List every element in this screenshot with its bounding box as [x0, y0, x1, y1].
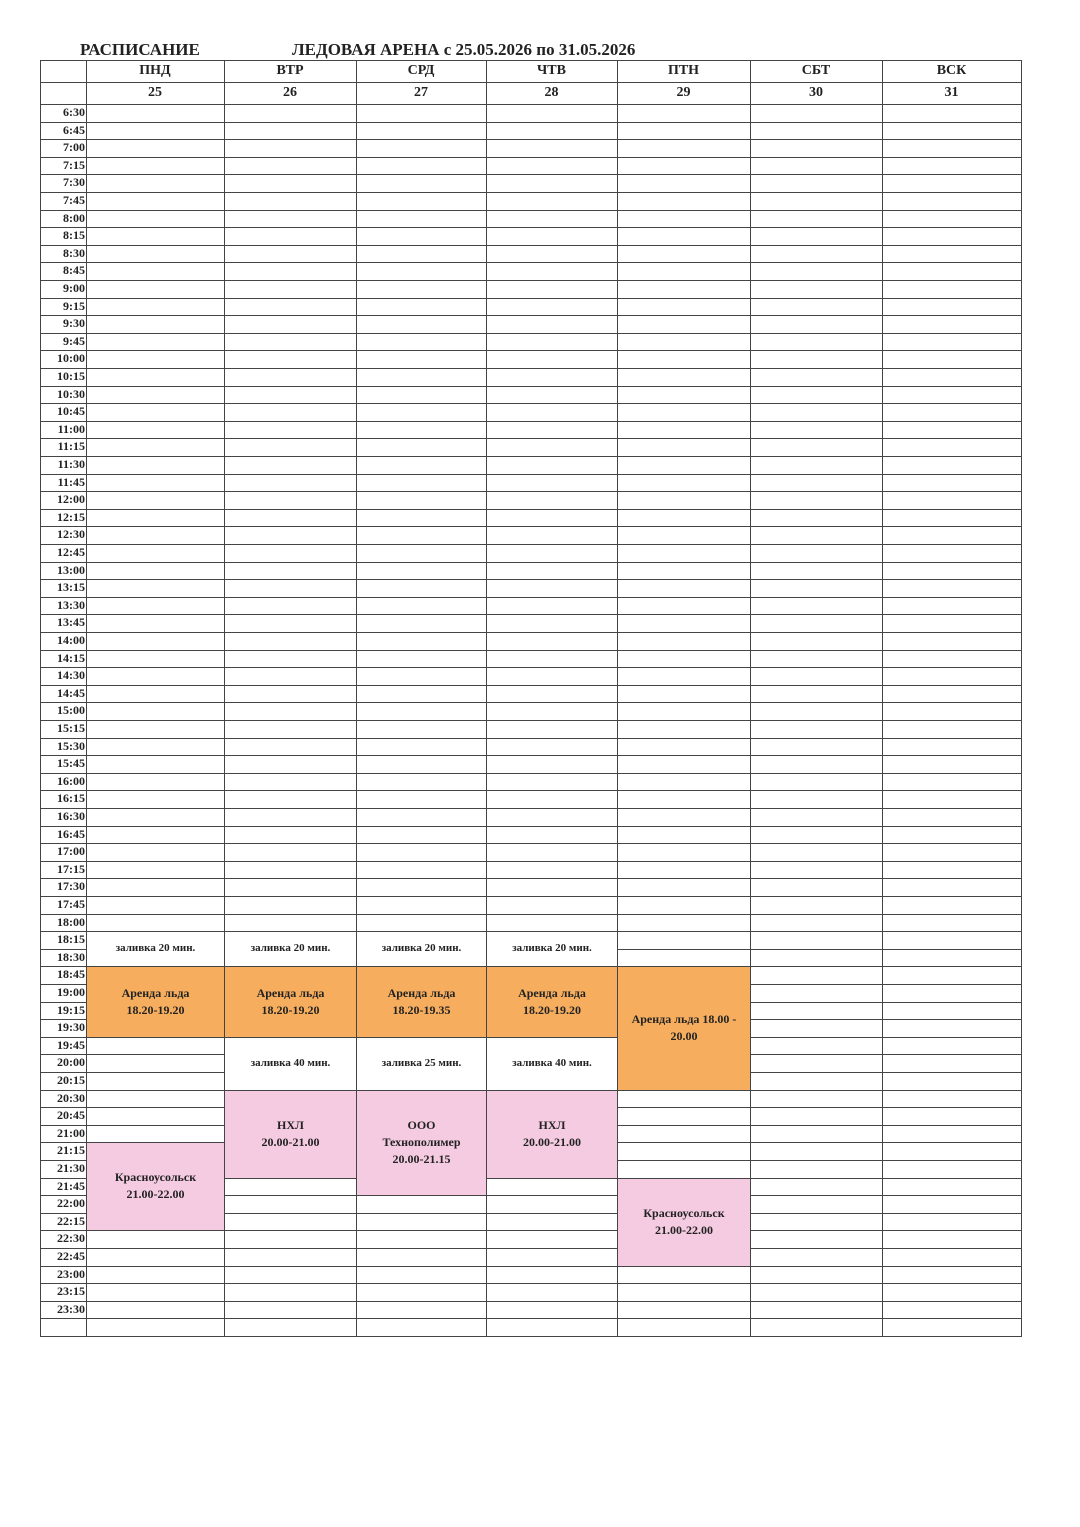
time-label: 23:15	[57, 1284, 85, 1299]
grid-line	[750, 1248, 1022, 1249]
grid-line	[40, 1301, 1022, 1302]
grid-line	[40, 702, 1022, 703]
grid-line	[40, 843, 1022, 844]
grid-line	[40, 931, 1022, 932]
grid-line	[40, 174, 1022, 175]
time-label: 20:00	[57, 1055, 85, 1070]
grid-line	[40, 1037, 618, 1038]
time-label: 16:30	[57, 809, 85, 823]
time-label: 12:45	[57, 545, 85, 559]
grid-line	[617, 949, 1022, 950]
event-cell	[487, 931, 617, 966]
grid-line	[40, 82, 1021, 83]
event-cell	[225, 931, 356, 966]
day-name: ПТН	[667, 63, 700, 78]
grid-line	[356, 60, 357, 1336]
grid-line	[486, 1178, 1022, 1179]
time-label: 18:30	[57, 949, 85, 964]
grid-line	[40, 544, 1022, 545]
time-label: 14:00	[57, 633, 85, 647]
time-label: 15:30	[57, 738, 85, 753]
event-cell	[87, 1142, 224, 1230]
grid-line	[40, 1054, 225, 1055]
day-name: СБТ	[801, 63, 831, 78]
grid-line	[40, 790, 1022, 791]
grid-line	[40, 350, 1022, 351]
grid-line	[40, 1318, 1022, 1319]
grid-line	[224, 1213, 618, 1214]
grid-line	[40, 491, 1022, 492]
time-label: 6:45	[63, 122, 85, 137]
grid-line	[617, 1142, 1022, 1143]
time-label: 8:15	[63, 228, 85, 243]
grid-line	[750, 1195, 1022, 1196]
grid-line	[750, 1072, 1022, 1073]
time-label: 17:00	[57, 844, 85, 859]
time-label: 9:00	[63, 281, 85, 295]
grid-line	[882, 60, 883, 1336]
event-cell	[357, 1090, 486, 1196]
time-label: 15:15	[57, 721, 85, 735]
time-label: 21:30	[57, 1161, 85, 1175]
day-date: 26	[283, 85, 297, 100]
grid-line	[40, 861, 1022, 862]
time-label: 18:15	[57, 932, 85, 947]
time-label: 20:30	[57, 1090, 85, 1105]
day-name: ЧТВ	[537, 63, 566, 78]
time-label: 7:00	[63, 140, 85, 155]
event-label: Аренда льда 18.20-19.20	[256, 985, 325, 1017]
grid-line	[40, 1002, 87, 1003]
time-label: 18:45	[57, 967, 85, 982]
event-cell	[357, 966, 486, 1036]
grid-line	[86, 60, 87, 1336]
time-label: 16:00	[57, 773, 85, 788]
grid-line	[40, 1019, 87, 1020]
time-label: 13:30	[57, 597, 85, 612]
time-label: 22:00	[57, 1196, 85, 1211]
event-label: Аренда льда 18.00 - 20.00	[631, 1011, 737, 1043]
day-name: ВСК	[936, 63, 967, 78]
grid-line	[40, 298, 1022, 299]
grid-line	[40, 1125, 225, 1126]
grid-line	[40, 104, 1022, 105]
event-cell	[225, 1037, 356, 1090]
grid-line	[40, 667, 1022, 668]
time-label: 19:45	[57, 1037, 85, 1052]
time-label: 10:15	[57, 369, 85, 383]
time-label: 12:30	[57, 527, 85, 542]
grid-line	[40, 597, 1022, 598]
grid-line	[40, 755, 1022, 756]
day-name: СРД	[407, 63, 435, 78]
time-label: 20:45	[57, 1108, 85, 1123]
time-label: 9:15	[63, 298, 85, 313]
time-label: 15:00	[57, 703, 85, 718]
time-label: 12:00	[57, 492, 85, 507]
time-label: 6:30	[63, 105, 85, 119]
time-label: 22:45	[57, 1249, 85, 1263]
grid-line	[40, 245, 1022, 246]
event-cell	[487, 1037, 617, 1090]
event-cell	[618, 1178, 750, 1266]
time-label: 14:45	[57, 685, 85, 700]
event-label: заливка 20 мин.	[250, 942, 331, 955]
event-label: заливка 40 мин.	[512, 1056, 592, 1069]
event-label: заливка 40 мин.	[250, 1056, 331, 1069]
event-label: заливка 20 мин.	[115, 942, 196, 955]
grid-line	[224, 1195, 618, 1196]
grid-line	[40, 403, 1022, 404]
time-label: 11:15	[57, 439, 85, 454]
grid-line	[40, 773, 1022, 774]
day-name: ВТР	[276, 63, 304, 78]
day-name: ПНД	[139, 63, 171, 78]
time-label: 10:00	[57, 351, 85, 366]
grid-line	[224, 1178, 357, 1179]
time-label: 22:15	[57, 1213, 85, 1228]
event-cell	[225, 1090, 356, 1178]
time-label: 9:30	[63, 316, 85, 331]
grid-line	[40, 1195, 87, 1196]
grid-line	[40, 614, 1022, 615]
time-label: 19:15	[57, 1002, 85, 1017]
event-label: Красноусольск 21.00-22.00	[114, 1170, 197, 1202]
grid-line	[40, 984, 87, 985]
event-label: Аренда льда 18.20-19.20	[518, 985, 586, 1017]
time-label: 21:45	[57, 1178, 85, 1193]
grid-line	[750, 1230, 1022, 1231]
grid-line	[40, 474, 1022, 475]
schedule-grid	[40, 60, 1021, 1336]
grid-line	[40, 878, 1022, 879]
document-subtitle: ЛЕДОВАЯ АРЕНА с 25.05.2026 по 31.05.2026	[292, 40, 636, 59]
day-date: 31	[944, 85, 959, 100]
event-label: Красноусольск 21.00-22.00	[643, 1205, 725, 1237]
grid-line	[40, 1230, 618, 1231]
event-label: Аренда льда 18.20-19.35	[387, 985, 456, 1017]
grid-line	[40, 262, 1022, 263]
grid-line	[40, 966, 1022, 967]
time-label: 7:45	[63, 193, 85, 207]
grid-line	[486, 60, 487, 1336]
time-label: 7:15	[63, 157, 85, 172]
time-label: 16:45	[57, 826, 85, 841]
day-date: 27	[414, 85, 428, 100]
grid-line	[40, 896, 1022, 897]
time-label: 18:00	[57, 914, 85, 929]
event-cell	[225, 966, 356, 1036]
grid-line	[40, 227, 1022, 228]
time-label: 10:30	[57, 386, 85, 401]
grid-line	[40, 60, 1021, 61]
time-label: 19:30	[57, 1020, 85, 1035]
grid-line	[750, 1054, 1022, 1055]
time-label: 17:30	[57, 879, 85, 894]
time-label: 15:45	[57, 756, 85, 771]
grid-line	[40, 1072, 225, 1073]
event-label: НХЛ 20.00-21.00	[261, 1117, 320, 1149]
grid-line	[40, 421, 1022, 422]
grid-line	[40, 1248, 618, 1249]
grid-line	[40, 122, 1022, 123]
time-label: 8:45	[63, 263, 85, 278]
grid-line	[40, 1160, 87, 1161]
grid-line	[617, 1107, 1022, 1108]
event-cell	[618, 966, 750, 1089]
event-label: ООО Технополимер 20.00-21.15	[382, 1117, 461, 1166]
time-label: 13:00	[57, 562, 85, 577]
grid-line	[40, 720, 1022, 721]
grid-line	[750, 1002, 1022, 1003]
time-label: 22:30	[57, 1231, 85, 1246]
grid-line	[224, 60, 225, 1336]
time-label: 21:15	[57, 1143, 85, 1158]
time-label: 16:15	[57, 791, 85, 806]
grid-line	[750, 60, 751, 1336]
time-label: 13:15	[57, 580, 85, 595]
time-label: 12:15	[57, 509, 85, 524]
day-date: 25	[148, 85, 162, 100]
grid-line	[750, 1019, 1022, 1020]
day-date: 29	[676, 85, 691, 100]
grid-line	[750, 1213, 1022, 1214]
event-cell	[487, 966, 617, 1036]
time-label: 7:30	[63, 175, 85, 190]
time-label: 21:00	[57, 1125, 85, 1140]
event-label: заливка 25 мин.	[381, 1056, 462, 1069]
grid-line	[617, 60, 618, 1336]
time-label: 11:30	[57, 457, 85, 471]
grid-line	[750, 1037, 1022, 1038]
grid-line	[40, 368, 1022, 369]
time-label: 11:45	[57, 474, 85, 489]
grid-line	[40, 210, 1022, 211]
grid-line	[40, 826, 1022, 827]
grid-line	[1021, 60, 1022, 1336]
grid-line	[40, 315, 1022, 316]
time-label: 23:00	[57, 1266, 85, 1281]
event-cell	[487, 1090, 617, 1178]
grid-line	[40, 738, 1022, 739]
grid-line	[40, 280, 1022, 281]
time-label: 8:00	[63, 210, 85, 225]
grid-line	[40, 914, 1022, 915]
document-header	[80, 38, 780, 62]
grid-line	[40, 949, 87, 950]
time-label: 14:15	[57, 650, 85, 665]
time-label: 19:00	[57, 985, 85, 999]
document-title: РАСПИСАНИЕ	[80, 40, 200, 59]
grid-line	[40, 1336, 1022, 1337]
grid-line	[40, 438, 1022, 439]
grid-line	[617, 1125, 1022, 1126]
event-cell	[357, 931, 486, 966]
grid-line	[750, 984, 1022, 985]
grid-line	[40, 1107, 225, 1108]
grid-line	[40, 60, 41, 1336]
grid-line	[40, 333, 1022, 334]
time-label: 17:15	[57, 861, 85, 876]
time-label: 10:45	[57, 404, 85, 419]
event-cell	[87, 931, 224, 966]
day-date: 28	[544, 85, 559, 100]
grid-line	[40, 509, 1022, 510]
grid-line	[40, 526, 1022, 527]
time-label: 14:30	[57, 668, 85, 683]
event-label: заливка 20 мин.	[512, 942, 592, 955]
grid-line	[40, 1213, 87, 1214]
grid-line	[40, 685, 1022, 686]
event-label: НХЛ 20.00-21.00	[523, 1117, 581, 1149]
grid-line	[40, 157, 1022, 158]
time-label: 23:30	[57, 1301, 85, 1316]
time-label: 11:00	[57, 421, 85, 436]
time-label: 13:45	[57, 615, 85, 630]
time-label: 17:45	[57, 897, 85, 911]
day-date: 30	[809, 85, 823, 100]
grid-line	[40, 579, 1022, 580]
grid-line	[40, 139, 1022, 140]
event-cell	[357, 1037, 486, 1090]
grid-line	[40, 1178, 87, 1179]
grid-line	[40, 1142, 225, 1143]
grid-line	[40, 562, 1022, 563]
time-label: 8:30	[63, 245, 85, 260]
grid-line	[40, 386, 1022, 387]
grid-line	[40, 808, 1022, 809]
grid-line	[40, 650, 1022, 651]
grid-line	[40, 1266, 1022, 1267]
event-label: заливка 20 мин.	[381, 942, 462, 955]
grid-line	[40, 632, 1022, 633]
time-label: 20:15	[57, 1073, 85, 1087]
event-label: Аренда льда 18.20-19.20	[121, 985, 190, 1017]
grid-line	[40, 192, 1022, 193]
grid-line	[40, 1090, 1022, 1091]
event-cell	[87, 966, 224, 1036]
time-label: 9:45	[63, 333, 85, 348]
grid-line	[40, 456, 1022, 457]
grid-line	[40, 1283, 1022, 1284]
grid-line	[617, 1160, 1022, 1161]
